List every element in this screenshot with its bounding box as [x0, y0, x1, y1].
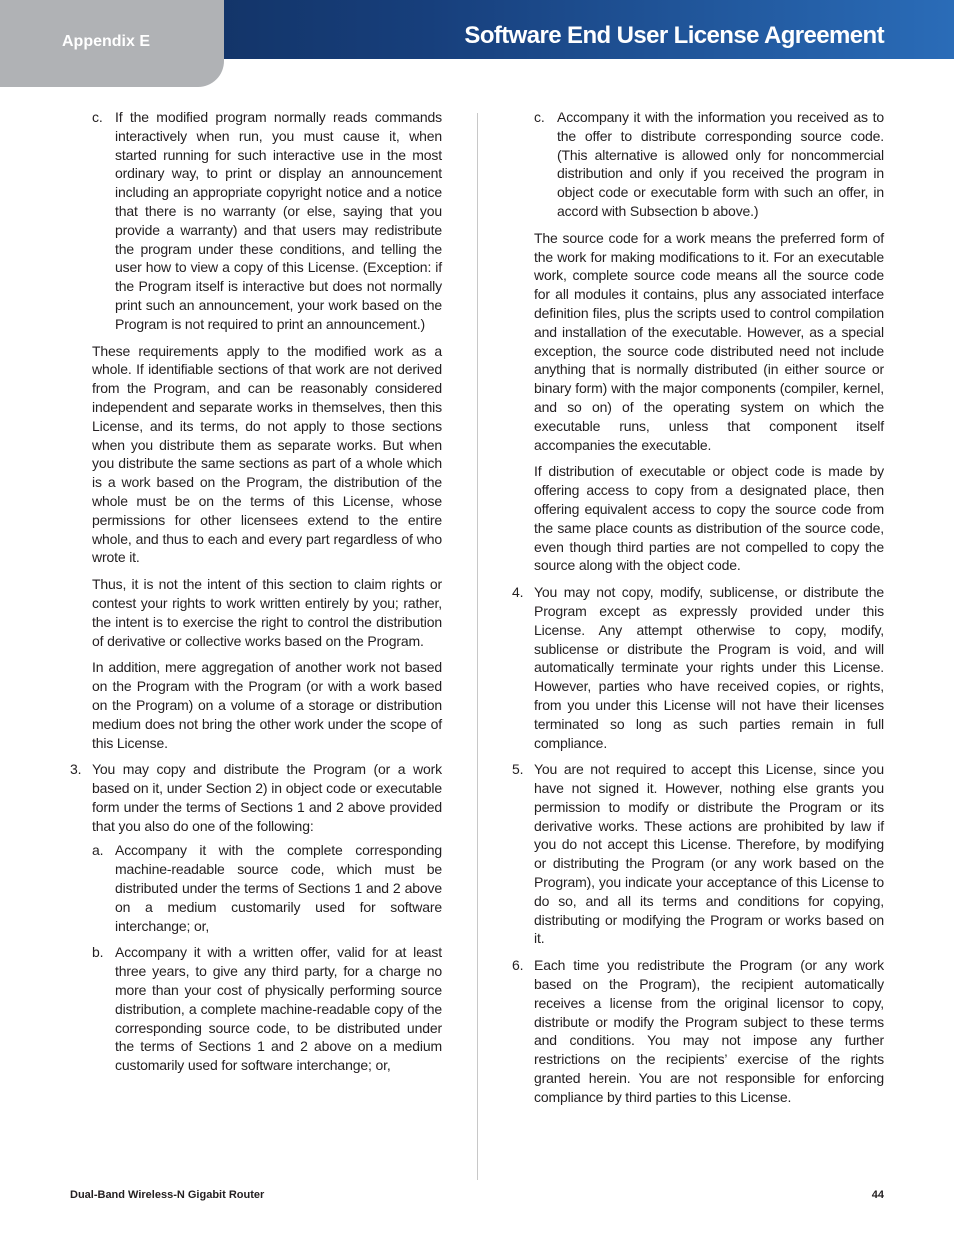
- page-title: Software End User License Agreement: [464, 22, 884, 49]
- list-item-text: Accompany it with a written offer, valid for at least three years, to give any third party, for a charge no more than your cost of physically performing source distribution, a complete machine-readable copy of the corresponding source code, to be distributed under the terms of Sections 1 and 2 above on a medium customarily used for software interchange; or,: [115, 944, 442, 1074]
- paragraph: These requirements apply to the modified work as a whole. If identifiable sections of that work are not derived from the Program, and can be reasonably considered independent and separate works in themselves, then this License, and its terms, do not apply to those sections when you distribute them as separate works. But when you distribute the same sections as part of a whole which is a work based on the Program, the distribution of the whole must be on the terms of this License, whose permissions for other licensees extend to the entire whole, and thus to each and every part regardless of who wrote it.: [92, 342, 442, 566]
- footer-product-name: Dual-Band Wireless-N Gigabit Router: [70, 1189, 265, 1201]
- left-column: [70, 108, 442, 1083]
- list-item-3: [70, 760, 442, 835]
- list-item-text: You are not required to accept this License, since you have not signed it. However, nothing else grants you permission to modify or distribute the Program or its derivative works. These actions are prohibited by law if you do not accept this License. Therefore, by modifying or distributing the Program (or any work based on the Program), you indicate your acceptance of this License to do so, and all its terms and conditions for copying, distributing or modifying the Program or works based on it.: [534, 761, 884, 947]
- list-item-a: [70, 841, 442, 935]
- list-item-b: [70, 943, 442, 1075]
- paragraph: If distribution of executable or object code is made by offering access to copy from a designated place, then offering equivalent access to copy the source code from the same place counts as distribution of the source code, even though third parties are not compelled to copy the source along with the object code.: [534, 463, 884, 574]
- page-number: 44: [871, 1189, 884, 1201]
- list-item-text: Each time you redistribute the Program (or any work based on the Program), the recipient automatically receives a license from the original licensor to copy, distribute or modify the Program subject to these terms and conditions. You may not impose any further restrictions on the recipients’ exercise of the rights granted herein. You are not responsible for enforcing compliance by third parties to this License.: [534, 957, 884, 1105]
- paragraph: Thus, it is not the intent of this section to claim rights or contest your rights to work written entirely by you; rather, the intent is to exercise the right to control the distribution of derivative or collective works based on the Program.: [92, 576, 442, 649]
- list-item-text: Accompany it with the complete corresponding machine-readable source code, which must be distributed under the terms of Sections 1 and 2 above on a medium customarily used for software interchange; or,: [115, 842, 442, 934]
- list-item-5: [512, 760, 884, 948]
- list-marker: 4.: [512, 584, 524, 601]
- list-marker: c.: [534, 109, 545, 125]
- paragraph: The source code for a work means the preferred form of the work for making modifications to it. For an executable work, complete source code means all the source code for all modules it contains, plus any associated interface definition files, plus the scripts used to control compilation and installation of the executable. However, as a special exception, the source code distributed need not include anything that is normally distributed (in either source or binary form) with the major components (compiler, kernel, and so on) of the operating system on which the executable runs, unless that component itself accompanies the executable.: [534, 229, 884, 453]
- list-item-c: [512, 108, 884, 221]
- paragraph: In addition, mere aggregation of another work not based on the Program with the Program (or with a work based on the Program) on a volume of a storage or distribution medium does not bring the other work under the scope of this License.: [92, 659, 442, 751]
- list-marker: c.: [92, 109, 103, 125]
- list-item-6: [512, 956, 884, 1106]
- list-item-text: If the modified program normally reads commands interactively when run, you must cause it, when started running for such interactive use in the most ordinary way, to print or display an announcement including an appropriate copyright notice and a notice that there is no warranty (or else, saying that you provide a warranty) and that users may redistribute the program under these conditions, and telling the user how to view a copy of this License. (Exception: if the Program itself is interactive but does not normally print such an announcement, your work based on the Program is not required to print an announcement.): [115, 109, 442, 332]
- list-item-text: You may not copy, modify, sublicense, or distribute the Program except as expressly provided under this License. Any attempt otherwise to copy, modify, sublicense or distribute the Program is void, and will automatically terminate your rights under this License. However, parties who have received copies, or rights, from you under this License will not have their licenses terminated so long as such parties remain in full compliance.: [534, 584, 884, 751]
- appendix-tab: [0, 0, 224, 87]
- list-marker: 6.: [512, 957, 524, 974]
- right-column: [512, 108, 884, 1115]
- list-marker: 5.: [512, 761, 524, 778]
- list-marker: b.: [92, 944, 104, 961]
- list-item-text: You may copy and distribute the Program (or a work based on it, under Section 2) in object code or executable form under the terms of Sections 1 and 2 above provided that you also do one of the following:: [92, 761, 442, 834]
- appendix-label: Appendix E: [62, 33, 151, 50]
- list-marker: 3.: [70, 761, 82, 778]
- list-item-c: [70, 108, 442, 334]
- column-divider: [477, 113, 478, 1180]
- list-item-text: Accompany it with the information you received as to the offer to distribute corresponding source code. (This alternative is allowed only for noncommercial distribution and only if you received the program in object code or executable form with such an offer, in accord with Subsection b above.): [557, 109, 884, 219]
- list-item-4: [512, 583, 884, 752]
- list-marker: a.: [92, 842, 104, 859]
